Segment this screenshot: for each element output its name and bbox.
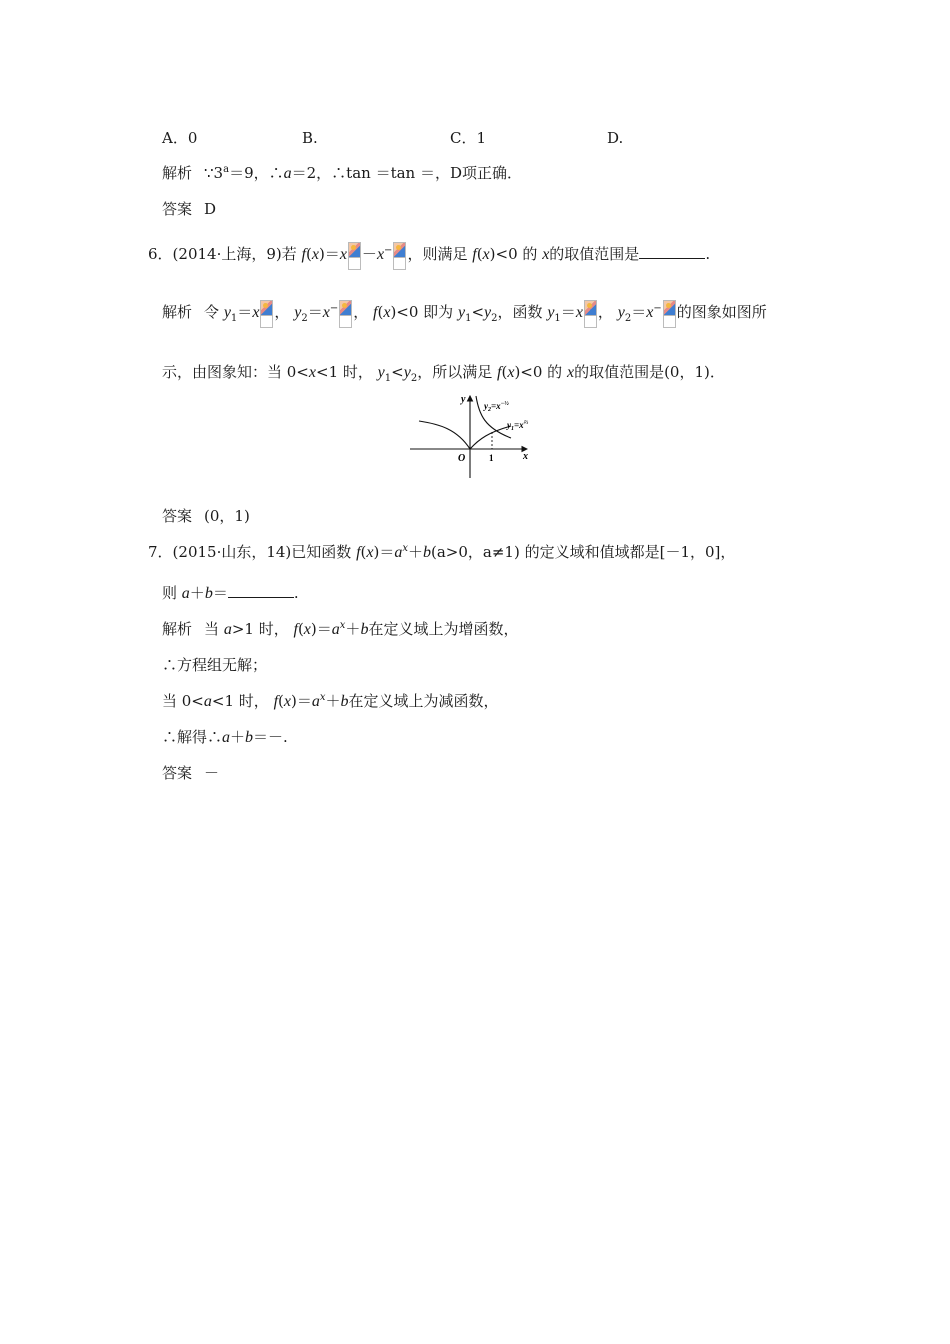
q7-answer <box>162 763 219 783</box>
function-graph <box>405 392 535 480</box>
q7-stem: 7．(2015·山东，14)已知函数 $f(x)=a^x+b(a>0$，a≠1) 的定义域和值域都是[－1，0]， <box>148 543 736 561</box>
q6-answer <box>162 506 250 526</box>
y-axis-label: y <box>461 394 466 405</box>
answer-value: (0，1) <box>204 507 250 525</box>
origin-label: O <box>458 453 466 464</box>
answer-blank <box>228 583 294 598</box>
option-a: A．0 <box>162 129 198 147</box>
analysis-label: 解析 <box>162 164 193 182</box>
exponent-image-icon <box>260 300 273 326</box>
x-axis-label: x <box>523 451 528 462</box>
exponent-image-icon <box>393 242 406 268</box>
exponent-image-icon <box>584 300 597 326</box>
q7-stem-line-2: 则 a＋b＝ . <box>162 584 299 602</box>
option-b: B. <box>302 129 318 147</box>
exponent-image-icon <box>339 300 352 326</box>
label-y2: $y_2=x^{-\frac{1}{2}}$ <box>484 401 509 413</box>
label-y1: $y_1=x^{\frac{2}{3}}$ <box>507 420 529 432</box>
q7-analysis-line-2: ∴方程组无解； <box>162 656 268 674</box>
answer-label: 答案 <box>162 200 193 218</box>
option-d: D. <box>607 129 624 147</box>
q5-answer <box>162 199 216 219</box>
tick-1-label: 1 <box>489 453 494 463</box>
curve-y1-left <box>419 421 470 449</box>
q7-analysis-line-4: ∴解得∴a＋b＝－. <box>162 728 288 746</box>
curve-y1-right <box>470 426 511 449</box>
answer-value: － <box>204 764 220 782</box>
q6-analysis-line-1: 解析 令 $y_1=x$ ， $y_2=x^-$ ， f(x)<0 即为 $y_1<y_2$，函数 $y_1=x$ ， $y_2=x^-$ 的图象如图所 <box>162 298 767 327</box>
answer-blank <box>639 244 705 259</box>
answer-label: 答案 <box>162 764 193 782</box>
answer-label: 答案 <box>162 507 193 525</box>
q7-analysis-line-3: 当 0<a<1 时， $f(x)=a^x+b$在定义域上为减函数， <box>162 692 499 710</box>
answer-value: D <box>204 200 217 218</box>
q6-analysis-line-2: 示，由图象知：当 0<x<1 时， $y_1<y_2$，所以满足 f(x)<0 的 x的取值范围是(0，1)． <box>162 363 725 384</box>
q7-analysis-line-1: 解析 当 a>1 时， $f(x)=a^x+b$在定义域上为增函数， <box>162 620 519 638</box>
q5-analysis: 解析 $\because 3^a=9$，∴a＝2，∴tan ＝tan ＝，D项正确． <box>162 164 522 182</box>
exponent-image-icon <box>348 242 361 268</box>
exponent-image-icon <box>663 300 676 326</box>
q6-stem: 6．(2014·上海，9)若 f(x)＝x －x− ，则满足 f(x)<0 的 x的取值范围是 . <box>148 240 710 269</box>
analysis-label: 解析 <box>162 620 193 638</box>
analysis-label: 解析 <box>162 303 193 321</box>
option-c: C．1 <box>450 129 487 147</box>
